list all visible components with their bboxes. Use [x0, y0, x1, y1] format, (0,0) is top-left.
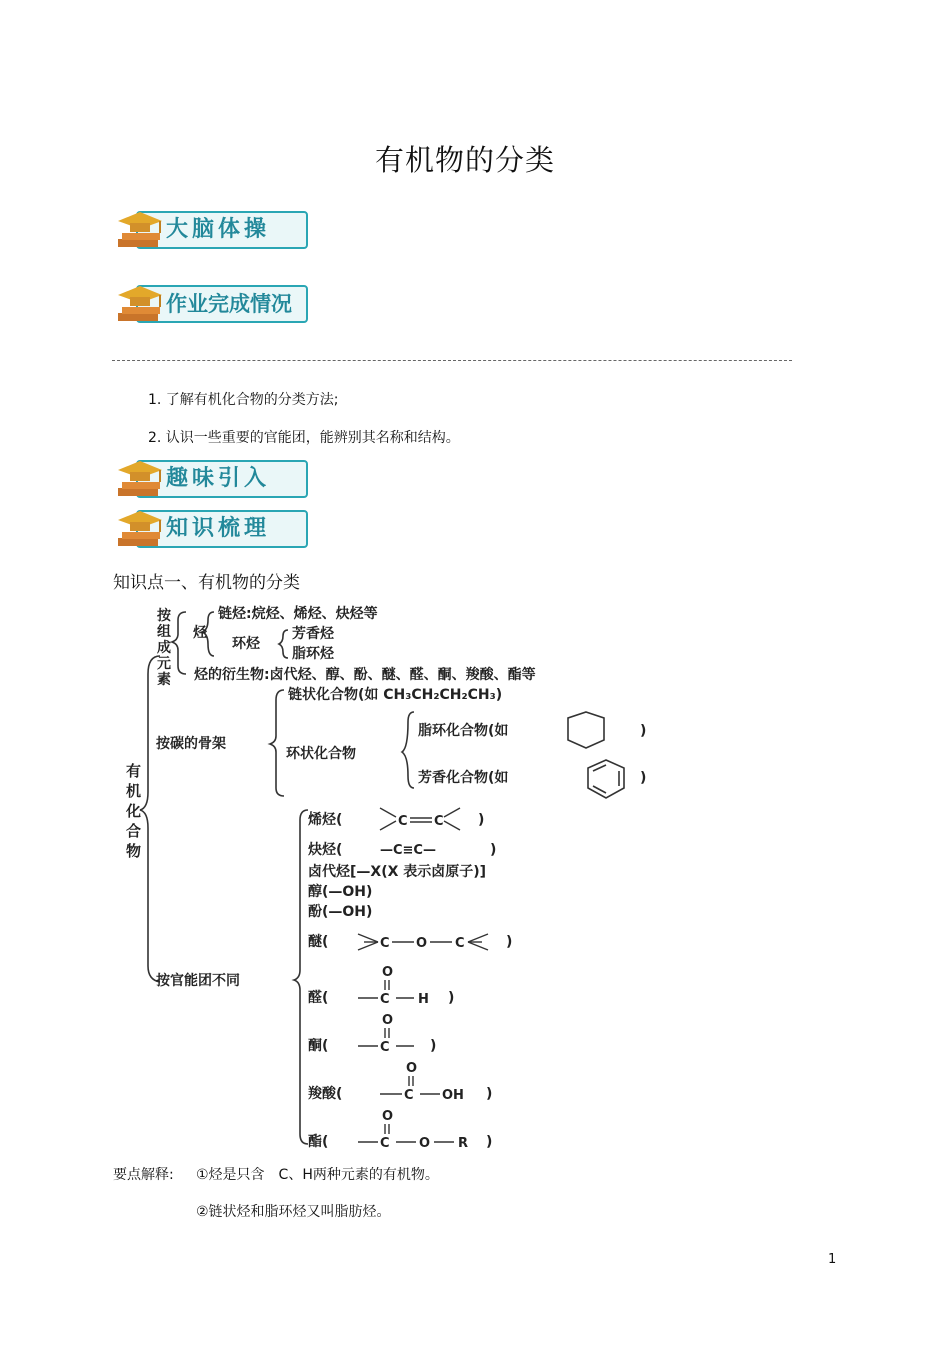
- root-char-1: 有: [126, 762, 142, 780]
- root-char-5: 物: [126, 842, 142, 860]
- banner-homework-status: [112, 281, 308, 329]
- ether-label: 醚(: [308, 934, 329, 950]
- banner-fun-intro: [112, 456, 308, 504]
- banner-knowledge-review: [112, 506, 308, 554]
- alkene-carbon-1: C: [398, 814, 408, 829]
- ring-hydrocarbon-label: 环烃: [232, 636, 260, 652]
- section-title: 知识点一、有机物的分类: [113, 573, 300, 593]
- aldehyde-hydrogen: H: [418, 992, 429, 1007]
- ester-carbon: C: [380, 1136, 390, 1151]
- classification-diagram-svg: [112, 604, 682, 1152]
- banner-label: 作业完成情况: [166, 292, 292, 316]
- page-number: 1: [828, 1252, 837, 1267]
- chain-hydrocarbon: 链烃:烷烃、烯烃、炔烃等: [218, 606, 378, 622]
- composition-char-2: 组: [157, 624, 171, 640]
- aldehyde-close: ): [448, 990, 455, 1006]
- goal-2: 2. 认识一些重要的官能团，能辨别其名称和结构。: [148, 430, 460, 446]
- divider: [112, 360, 792, 361]
- note-2: ②链状烃和脂环烃又叫脂肪烃。: [196, 1204, 391, 1220]
- ketone-oxygen: O: [382, 1013, 394, 1028]
- alkene-carbon-2: C: [434, 814, 444, 829]
- alicyclic-hydrocarbon: 脂环烃: [292, 646, 334, 662]
- alcohol: 醇(—OH): [308, 884, 373, 900]
- hydrocarbon-label: 烃: [193, 625, 207, 641]
- root-char-4: 合: [126, 822, 142, 840]
- ketone-close: ): [430, 1038, 437, 1054]
- banner-label: 趣味引入: [166, 466, 271, 491]
- alkyne-label: 炔烃(: [308, 842, 343, 858]
- ring-compound-label: 环状化合物: [286, 746, 356, 762]
- aldehyde-carbon: C: [380, 992, 390, 1007]
- acid-hydroxyl: OH: [442, 1088, 464, 1103]
- ether-carbon-1: C: [380, 936, 390, 951]
- notes-label: 要点解释:: [113, 1167, 174, 1183]
- ether-oxygen: O: [416, 936, 428, 951]
- chain-compound: 链状化合物(如 CH₃CH₂CH₂CH₃): [288, 687, 503, 703]
- note-1: ①烃是只含 C、H两种元素的有机物。: [196, 1167, 439, 1183]
- functional-group-label: 按官能团不同: [156, 973, 240, 989]
- goal-1: 1. 了解有机化合物的分类方法;: [148, 392, 339, 408]
- banner-label: 知识梳理: [166, 516, 271, 541]
- benzene-icon: [588, 760, 624, 798]
- graduation-cap-books-icon: [112, 281, 168, 329]
- composition-char-4: 元: [157, 656, 171, 672]
- classification-diagram: [112, 604, 682, 1152]
- ether-carbon-2: C: [455, 936, 465, 951]
- ketone-carbon: C: [380, 1040, 390, 1055]
- ester-label: 酯(: [308, 1134, 329, 1150]
- banner-label: 大脑体操: [166, 217, 271, 242]
- root-char-2: 机: [126, 782, 142, 800]
- aldehyde-oxygen: O: [382, 965, 394, 980]
- ester-r-group: R: [458, 1136, 469, 1151]
- alkyne-formula: —C≡C—: [380, 843, 436, 858]
- aromatic-hydrocarbon: 芳香烃: [292, 626, 334, 642]
- composition-char-5: 素: [157, 672, 171, 688]
- graduation-cap-books-icon: [112, 506, 168, 554]
- ester-structure: [358, 1124, 454, 1142]
- graduation-cap-books-icon: [112, 207, 168, 255]
- alicyclic-close: ): [640, 723, 647, 739]
- graduation-cap-books-icon: [112, 456, 168, 504]
- ester-oxygen-single: O: [419, 1136, 431, 1151]
- ester-close: ): [486, 1134, 493, 1150]
- alicyclic-compound: 脂环化合物(如: [418, 723, 509, 739]
- aldehyde-label: 醛(: [308, 990, 329, 1006]
- carboxylic-acid-label: 羧酸(: [308, 1086, 343, 1102]
- banner-brain-exercise: [112, 207, 308, 255]
- page-title: 有机物的分类: [374, 143, 555, 177]
- hydrocarbon-derivatives: 烃的衍生物:卤代烃、醇、酚、醚、醛、酮、羧酸、酯等: [194, 667, 536, 683]
- aromatic-close: ): [640, 770, 647, 786]
- ketone-label: 酮(: [308, 1038, 329, 1054]
- acid-oxygen: O: [406, 1061, 418, 1076]
- alkyne-close: ): [490, 842, 497, 858]
- phenol: 酚(—OH): [308, 904, 373, 920]
- carboxylic-acid-close: ): [486, 1086, 493, 1102]
- ester-oxygen-double: O: [382, 1109, 394, 1124]
- alkene-structure: [380, 808, 460, 830]
- acid-carbon: C: [404, 1088, 414, 1103]
- aromatic-compound: 芳香化合物(如: [418, 770, 509, 786]
- skeleton-label: 按碳的骨架: [156, 736, 226, 752]
- alkene-close: ): [478, 812, 485, 828]
- composition-char-1: 按: [157, 608, 171, 624]
- ether-close: ): [506, 934, 513, 950]
- cyclohexane-icon: [568, 712, 604, 748]
- composition-char-3: 成: [157, 640, 171, 656]
- alkene-label: 烯烃(: [308, 812, 343, 828]
- halide: 卤代烃[—X(X 表示卤原子)]: [308, 864, 487, 880]
- root-char-3: 化: [126, 802, 142, 820]
